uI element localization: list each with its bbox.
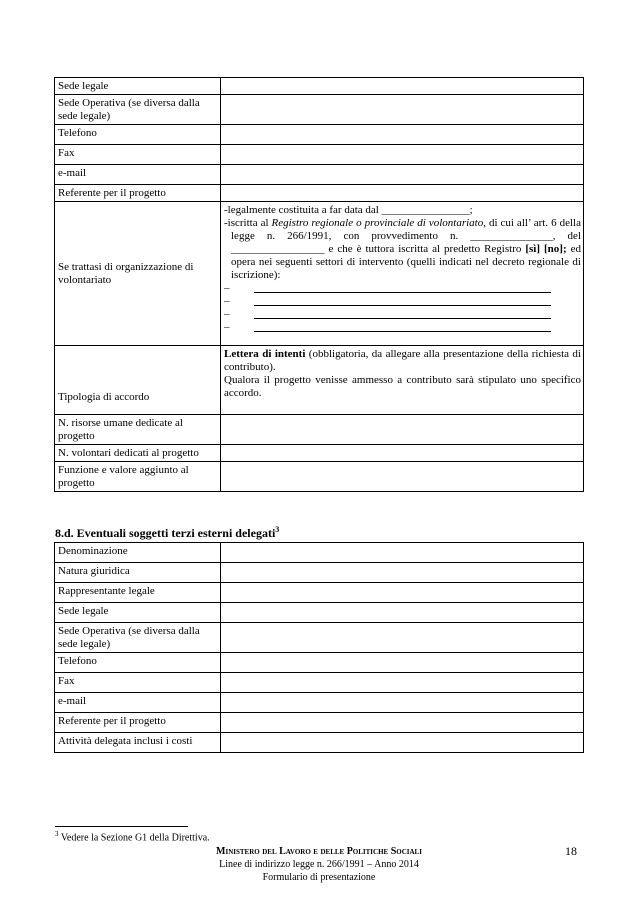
table-row xyxy=(55,653,584,673)
table-row xyxy=(55,78,584,95)
row-value xyxy=(221,693,584,713)
row-value xyxy=(221,563,584,583)
volontariato-cell xyxy=(221,202,584,346)
table-row xyxy=(55,563,584,583)
table-row xyxy=(55,202,584,346)
row-label: Referente per il progetto xyxy=(55,713,221,733)
table-row xyxy=(55,603,584,623)
row-label: Sede Operativa (se diversa dalla sede legale) xyxy=(55,95,221,125)
table-row xyxy=(55,445,584,462)
row-label: Funzione e valore aggiunto al progetto xyxy=(55,462,221,492)
list-item: -iscritta al Registro regionale o provinciale di volontariato, di cui all’ art. 6 della legge n. 266/1991, con provvedimento n. _______________, del _________________ e che è tuttora iscritta al predetto Registro [sì] [no]; ed opera nei seguenti settori di intervento (quelli indicati nel decreto regionale di iscrizione): xyxy=(224,217,581,281)
row-label: Attività delegata inclusi i costi xyxy=(55,733,221,753)
row-label: Denominazione xyxy=(55,543,221,563)
row-value xyxy=(221,543,584,563)
row-value xyxy=(221,713,584,733)
table-row xyxy=(55,95,584,125)
volontariato-list xyxy=(224,204,581,344)
row-label: Se trattasi di organizzazione di volontariato xyxy=(55,202,221,346)
table-row xyxy=(55,165,584,185)
row-value xyxy=(221,125,584,145)
table-row xyxy=(55,346,584,415)
table-row xyxy=(55,733,584,753)
row-label: Telefono xyxy=(55,653,221,673)
table-row xyxy=(55,462,584,492)
row-label: Fax xyxy=(55,145,221,165)
table-row xyxy=(55,623,584,653)
row-value xyxy=(221,733,584,753)
row-label: Sede Operativa (se diversa dalla sede legale) xyxy=(55,623,221,653)
row-value xyxy=(221,415,584,445)
row-label: Fax xyxy=(55,673,221,693)
soggetto-table xyxy=(54,77,584,492)
row-label: e-mail xyxy=(55,693,221,713)
row-label: e-mail xyxy=(55,165,221,185)
row-label: Sede legale xyxy=(55,603,221,623)
row-value xyxy=(221,95,584,125)
footnote: $^3$ Vedere la Sezione G1 della Direttiva. xyxy=(55,830,210,844)
table-row xyxy=(55,185,584,202)
row-value xyxy=(221,623,584,653)
row-value xyxy=(221,445,584,462)
table-row xyxy=(55,145,584,165)
row-label: Sede legale xyxy=(55,78,221,95)
delegati-table xyxy=(54,542,584,753)
row-value xyxy=(221,583,584,603)
list-item: -legalmente costituita a far data dal ________________; xyxy=(224,204,473,216)
table-row xyxy=(55,415,584,445)
blank-line: – xyxy=(224,308,581,321)
row-value xyxy=(221,145,584,165)
table-row xyxy=(55,543,584,563)
footnote-separator xyxy=(55,826,188,827)
table-row xyxy=(55,125,584,145)
blank-line: – xyxy=(224,282,581,295)
accordo-cell: Lettera di intenti (obbligatoria, da allegare alla presentazione della richiesta di contributo). Qualora il progetto venisse ammesso a contributo sarà stipulato uno specifico accordo. xyxy=(221,346,584,415)
section-heading: 8.d. Eventuali soggetti terzi esterni delegati$^3$ xyxy=(55,525,280,540)
row-value xyxy=(221,673,584,693)
blank-line: – xyxy=(224,321,581,334)
row-label: Tipologia di accordo xyxy=(55,346,221,415)
blank-line: – xyxy=(224,295,581,308)
row-value xyxy=(221,653,584,673)
row-label: N. volontari dedicati al progetto xyxy=(55,445,221,462)
table-row xyxy=(55,583,584,603)
row-label: N. risorse umane dedicate al progetto xyxy=(55,415,221,445)
row-value xyxy=(221,462,584,492)
row-label: Rappresentante legale xyxy=(55,583,221,603)
row-value xyxy=(221,185,584,202)
row-value xyxy=(221,603,584,623)
table-row xyxy=(55,693,584,713)
table-row xyxy=(55,673,584,693)
row-label: Telefono xyxy=(55,125,221,145)
row-label: Natura giuridica xyxy=(55,563,221,583)
footer-ministry: Ministero del Lavoro e delle Politiche Sociali xyxy=(216,846,422,857)
page-number: 18 xyxy=(565,844,577,858)
table-row xyxy=(55,713,584,733)
row-value xyxy=(221,78,584,95)
footer-guidelines: Linee di indirizzo legge n. 266/1991 – Anno 2014 xyxy=(219,859,419,870)
row-value xyxy=(221,165,584,185)
footer-form: Formulario di presentazione xyxy=(262,872,376,883)
row-label: Referente per il progetto xyxy=(55,185,221,202)
